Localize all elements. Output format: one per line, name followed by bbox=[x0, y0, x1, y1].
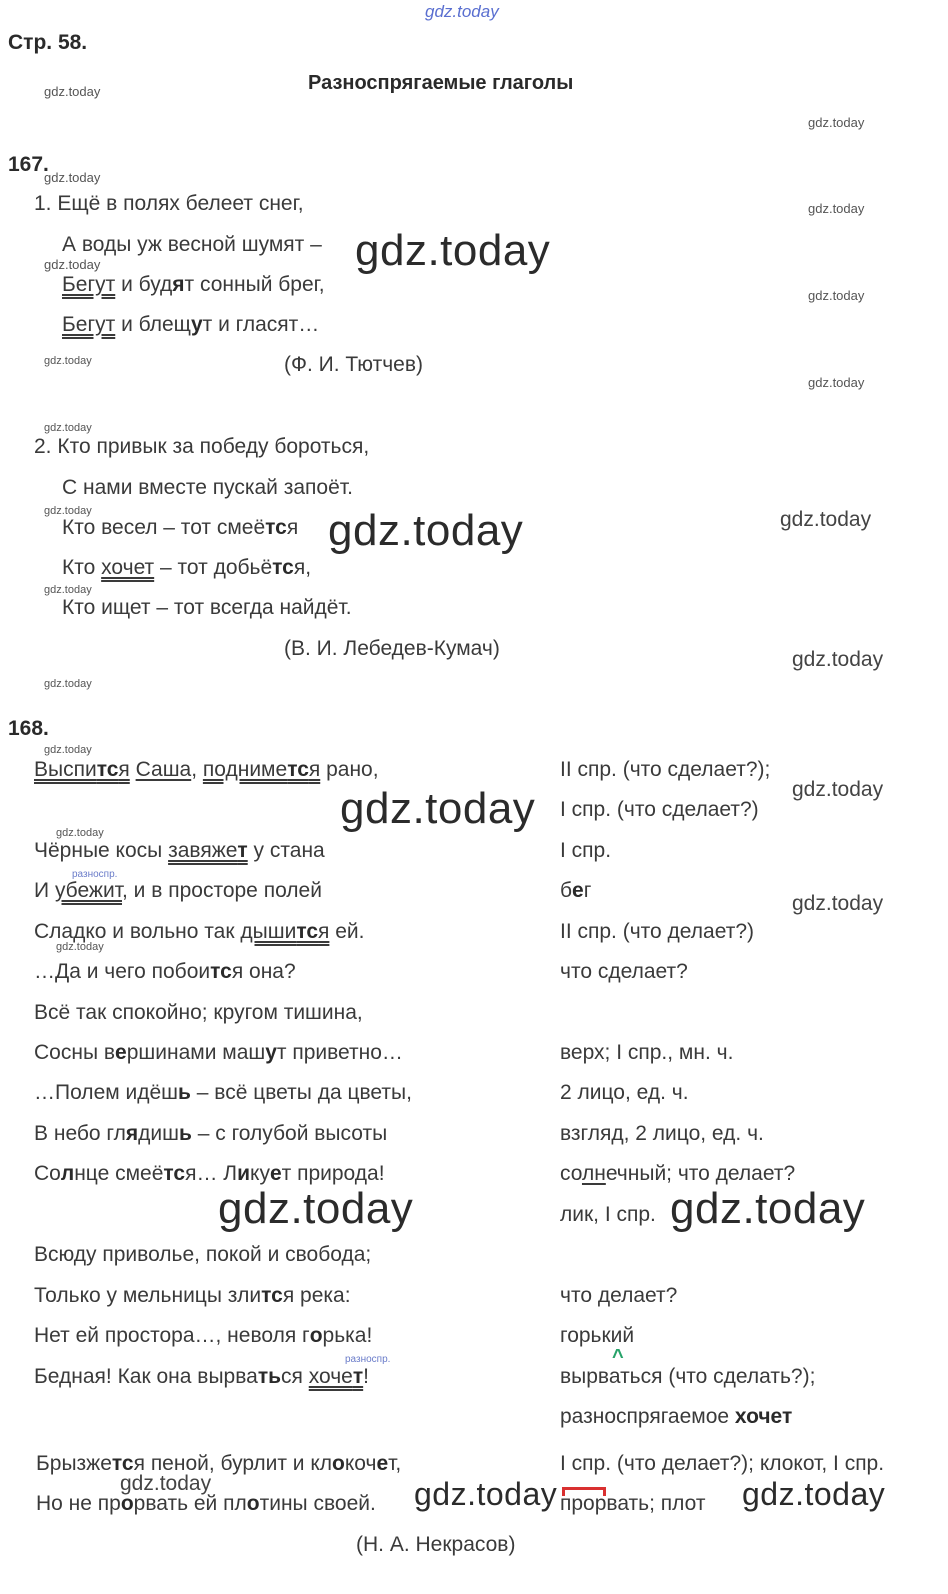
watermark: gdz.today bbox=[808, 375, 865, 390]
poem-line: В небо глядишь – с голубой высоты bbox=[34, 1122, 388, 1145]
caret-mark-icon: ^ bbox=[612, 1346, 624, 1368]
watermark: gdz.today bbox=[792, 648, 884, 671]
watermark: gdz.today bbox=[792, 778, 884, 801]
poem-line: Выспится Саша, поднимется рано, bbox=[34, 758, 379, 781]
watermark: gdz.today bbox=[44, 505, 92, 517]
poem-line: Кто весел – тот смеётся bbox=[62, 516, 299, 539]
poem-line: Всё так спокойно; кругом тишина, bbox=[34, 1001, 363, 1024]
watermark: gdz.today bbox=[44, 257, 101, 272]
poem-line: Солнце смеётся… Ликует природа! bbox=[34, 1162, 385, 1185]
note-line: прорвать; плот bbox=[560, 1492, 706, 1515]
note-line: разноспрягаемое хочет bbox=[560, 1405, 793, 1428]
watermark: gdz.today bbox=[44, 355, 92, 367]
poem-line: 1. Ещё в полях белеет снег, bbox=[34, 192, 304, 215]
annotation-note: разноспр. bbox=[345, 1354, 391, 1365]
exercise-number: 167. bbox=[8, 153, 49, 176]
poem-author: (Н. А. Некрасов) bbox=[356, 1533, 516, 1556]
note-line: взгляд, 2 лицо, ед. ч. bbox=[560, 1122, 764, 1145]
note-line: I спр. (что делает?); клокот, I спр. bbox=[560, 1452, 885, 1475]
watermark: gdz.today bbox=[792, 892, 884, 915]
poem-author: (В. И. Лебедев-Кумач) bbox=[284, 637, 500, 660]
watermark-large: gdz.today bbox=[414, 1476, 558, 1512]
page-title: Разноспрягаемые глаголы bbox=[308, 72, 574, 94]
watermark-large: gdz.today bbox=[328, 506, 524, 555]
watermark: gdz.today bbox=[44, 84, 101, 99]
top-watermark: gdz.today bbox=[425, 2, 499, 21]
watermark: gdz.today bbox=[44, 170, 101, 185]
watermark: gdz.today bbox=[120, 1472, 212, 1495]
page-number: Стр. 58. bbox=[8, 31, 88, 54]
poem-line: Бедная! Как она вырваться хочет! bbox=[34, 1365, 369, 1388]
watermark: gdz.today bbox=[808, 288, 865, 303]
watermark: gdz.today bbox=[44, 678, 92, 690]
note-line: вырваться (что сделать?); bbox=[560, 1365, 816, 1388]
poem-line: 2. Кто привык за победу бороться, bbox=[34, 435, 370, 458]
note-line: бег bbox=[560, 879, 592, 902]
poem-line: Нет ей простора…, неволя горька! bbox=[34, 1324, 373, 1347]
note-line: I спр. (что сделает?) bbox=[560, 798, 759, 821]
poem-line: Но не прорвать ей плотины своей. bbox=[36, 1492, 376, 1515]
poem-line: Бегут и блещут и гласят… bbox=[62, 313, 320, 336]
poem-line: Сладко и вольно так дышится ей. bbox=[34, 920, 365, 943]
watermark: gdz.today bbox=[44, 422, 92, 434]
watermark-large: gdz.today bbox=[340, 784, 536, 833]
poem-line: Кто ищет – тот всегда найдёт. bbox=[62, 596, 352, 619]
watermark-large: gdz.today bbox=[670, 1184, 866, 1233]
note-line: что делает? bbox=[560, 1284, 678, 1307]
watermark-large: gdz.today bbox=[218, 1184, 414, 1233]
note-line: II спр. (что делает?) bbox=[560, 920, 754, 943]
note-line: II спр. (что сделает?); bbox=[560, 758, 771, 781]
note-line: верх; I спр., мн. ч. bbox=[560, 1041, 734, 1064]
poem-line: …Полем идёшь – всё цветы да цветы, bbox=[34, 1081, 412, 1104]
watermark: gdz.today bbox=[780, 508, 872, 531]
poem-author: (Ф. И. Тютчев) bbox=[284, 353, 423, 376]
watermark: gdz.today bbox=[44, 584, 92, 596]
poem-line: Бегут и будят сонный брег, bbox=[62, 273, 325, 296]
poem-line: Кто хочет – тот добьётся, bbox=[62, 556, 312, 579]
note-line: 2 лицо, ед. ч. bbox=[560, 1081, 689, 1104]
watermark-large: gdz.today bbox=[355, 226, 551, 275]
note-line: что сделает? bbox=[560, 960, 688, 983]
watermark-large: gdz.today bbox=[742, 1476, 886, 1512]
poem-line: Брызжется пеной, бурлит и клокочет, bbox=[36, 1452, 402, 1475]
note-line: горький bbox=[560, 1324, 635, 1347]
poem-line: С нами вместе пускай запоёт. bbox=[62, 476, 353, 499]
note-line: I спр. bbox=[560, 839, 612, 862]
exercise-number: 168. bbox=[8, 717, 49, 740]
poem-line: И убежит, и в просторе полей bbox=[34, 879, 322, 902]
watermark: gdz.today bbox=[56, 941, 104, 953]
poem-line: А воды уж весной шумят – bbox=[62, 233, 322, 256]
watermark: gdz.today bbox=[56, 827, 104, 839]
watermark: gdz.today bbox=[808, 115, 865, 130]
watermark: gdz.today bbox=[44, 744, 92, 756]
poem-line: …Да и чего побоится она? bbox=[34, 960, 296, 983]
note-line: лик, I спр. bbox=[560, 1203, 656, 1226]
poem-line: Чёрные косы завяжет у стана bbox=[34, 839, 325, 862]
poem-line: Только у мельницы злится река: bbox=[34, 1284, 351, 1307]
watermark: gdz.today bbox=[808, 201, 865, 216]
note-line: солнечный; что делает? bbox=[560, 1162, 796, 1185]
poem-line: Сосны вершинами машут приветно… bbox=[34, 1041, 403, 1064]
annotation-note: разноспр. bbox=[72, 869, 118, 880]
poem-line: Всюду приволье, покой и свобода; bbox=[34, 1243, 372, 1266]
